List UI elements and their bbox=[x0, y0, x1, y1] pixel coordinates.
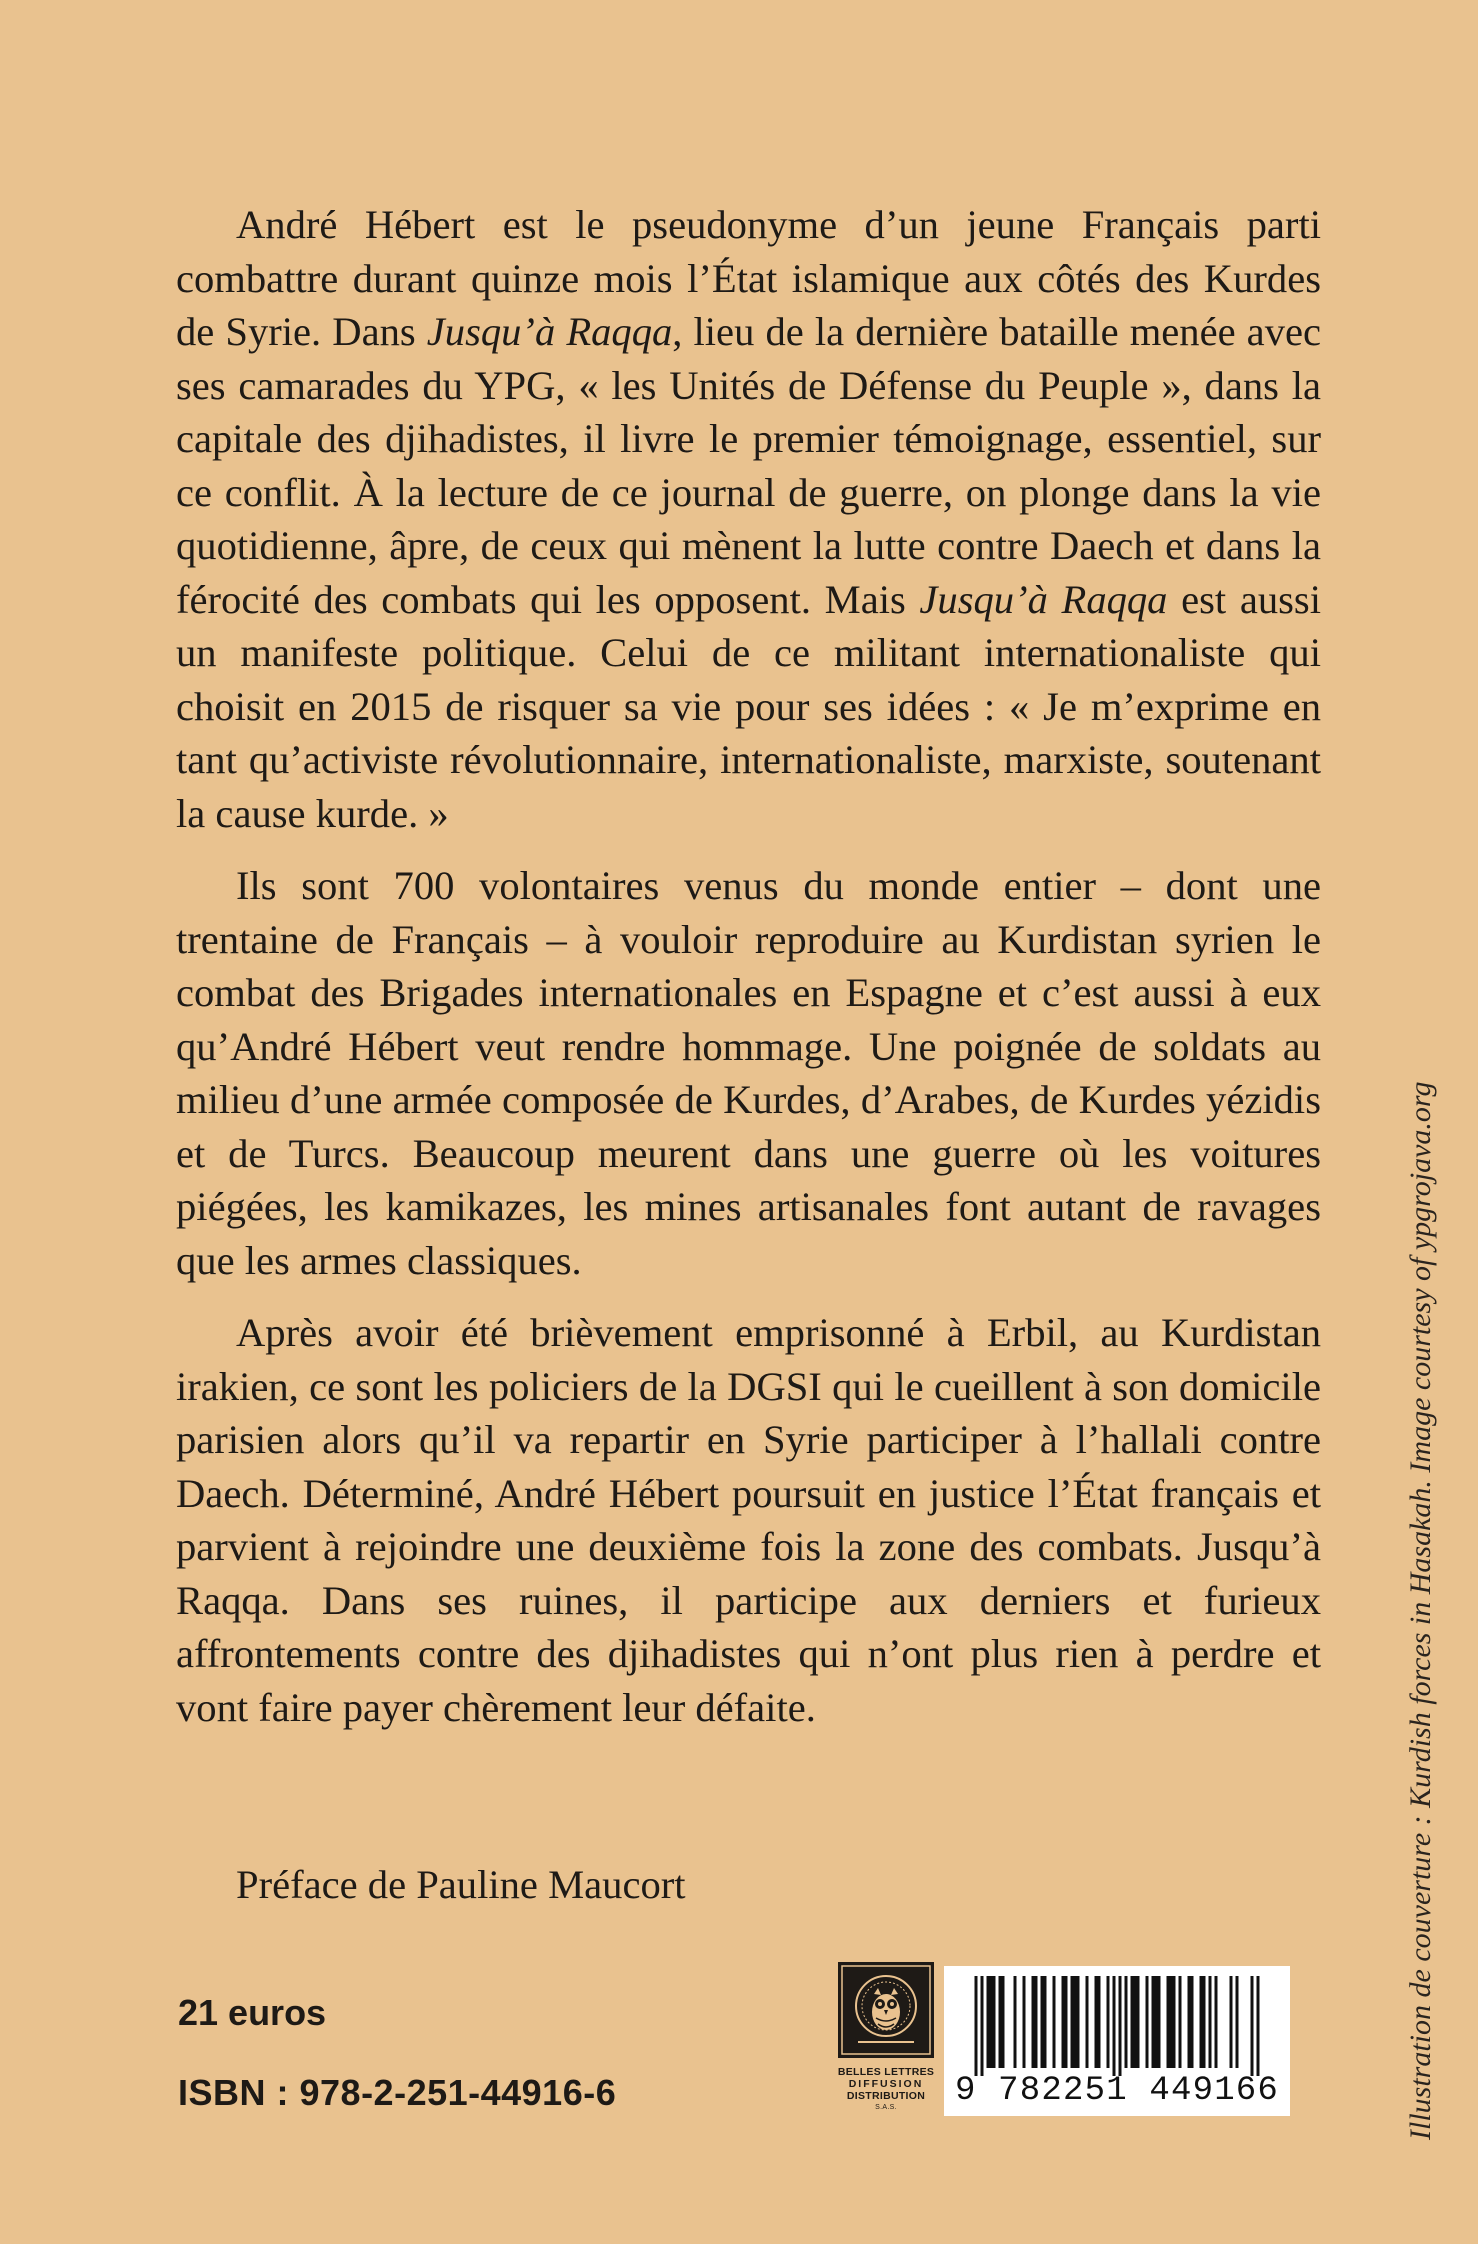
barcode-bar bbox=[981, 1976, 984, 2076]
barcode-bar bbox=[1125, 1976, 1128, 2068]
barcode-bar bbox=[1119, 1976, 1122, 2076]
barcode-bar bbox=[1086, 1976, 1089, 2068]
blurb-paragraph-3: Après avoir été brièvement emprisonné à Erbil, au Kurdistan irakien, ce sont les policiers de la DGSI qui le cueillent à son domicile parisien alors qu’il va repartir en Syrie participer à l’hallali contre Daech. Déterminé, André Hébert poursuit en justice l’État français et parvient à rejoindre une deuxième fois la zone des combats. Jusqu’à Raqqa. Dans ses ruines, il participe aux derniers et furieux affrontements contre des djihadistes qui n’ont plus rien à perdre et vont faire payer chèrement leur défaite. bbox=[176, 1310, 1321, 1730]
barcode-bar bbox=[1014, 1976, 1017, 2068]
barcode-bar bbox=[1230, 1976, 1233, 2068]
barcode-bar bbox=[1236, 1976, 1239, 2068]
publisher-logo-block bbox=[836, 1962, 936, 2114]
barcode-bar bbox=[1167, 1976, 1170, 2068]
barcode-bar bbox=[1170, 1976, 1173, 2068]
blurb-paragraph-1: André Hébert est le pseudonyme d’un jeune Français parti combattre durant quinze mois l’État islamique aux côtés des Kurdes de Syrie. Dans Jusqu’à Raqqa, lieu de la dernière bataille menée avec ses camarades du YPG, « les Unités de Défense du Peuple », dans la capitale des djihadistes, il livre le premier témoignage, essentiel, sur ce conflit. À la lecture de ce journal de guerre, on plonge dans la vie quotidienne, âpre, de ceux qui mènent la lutte contre Daech et dans la férocité des combats qui les opposent. Mais Jusqu’à Raqqa est aussi un manifeste politique. Celui de ce militant internationaliste qui choisit en 2015 de risquer sa vie pour ses idées : « Je m’exprime en tant qu’activiste révolutionnaire, internationaliste, marxiste, soutenant la cause kurde. » bbox=[176, 202, 1322, 836]
barcode-bar bbox=[1209, 1976, 1212, 2068]
barcode-bar bbox=[1173, 1976, 1176, 2068]
barcode-bar bbox=[1074, 1976, 1077, 2068]
barcode-bar bbox=[1023, 1976, 1026, 2068]
barcode-bar bbox=[1113, 1976, 1116, 2076]
barcode-bar bbox=[1191, 1976, 1194, 2068]
cover-illustration-credit: Illustration de couverture : Kurdish forces in Hasakah. Image courtesy of ypgrojava.org bbox=[1404, 1081, 1437, 2140]
publisher-name-line3: DISTRIBUTION bbox=[846, 2090, 926, 2102]
publisher-name-line4: S.A.S. bbox=[875, 2104, 897, 2111]
barcode-bar bbox=[1146, 1976, 1149, 2068]
barcode-bar bbox=[975, 1976, 978, 2076]
barcode-bar bbox=[1095, 1976, 1098, 2068]
barcode-bars bbox=[944, 1966, 1290, 2076]
barcode-bar bbox=[1077, 1976, 1080, 2068]
barcode-bar bbox=[1041, 1976, 1044, 2068]
barcode-bar bbox=[1179, 1976, 1182, 2068]
publisher-name-line2: DIFFUSION bbox=[848, 2078, 924, 2090]
barcode-bar bbox=[1098, 1976, 1101, 2068]
owl-logo-icon bbox=[838, 1962, 934, 2058]
barcode-bar bbox=[1071, 1976, 1074, 2068]
price: 21 euros bbox=[178, 1992, 327, 2033]
barcode-bar bbox=[1044, 1976, 1047, 2068]
barcode-bar bbox=[1158, 1976, 1161, 2068]
barcode-bar bbox=[1203, 1976, 1206, 2068]
publisher-name-line1: BELLES LETTRES bbox=[837, 2066, 935, 2078]
barcode-bar bbox=[1131, 1976, 1134, 2068]
blurb bbox=[176, 198, 1321, 1753]
barcode-bar bbox=[1251, 1976, 1254, 2076]
barcode-bar bbox=[1032, 1976, 1035, 2068]
barcode-bar bbox=[1107, 1976, 1110, 2068]
barcode-bar bbox=[1053, 1976, 1056, 2068]
barcode-digits: 9 782251 449166 bbox=[954, 2072, 1280, 2110]
barcode-bar bbox=[1065, 1976, 1068, 2068]
barcode-bar bbox=[1152, 1976, 1155, 2068]
barcode-bar bbox=[987, 1976, 990, 2068]
barcode-bar bbox=[1215, 1976, 1218, 2068]
barcode-bar bbox=[1188, 1976, 1191, 2068]
barcode-bar bbox=[1200, 1976, 1203, 2068]
barcode-bar bbox=[993, 1976, 996, 2068]
isbn: ISBN : 978-2-251-44916-6 bbox=[178, 2072, 617, 2113]
barcode-bar bbox=[1257, 1976, 1260, 2076]
barcode-bar bbox=[1002, 1976, 1005, 2068]
barcode bbox=[944, 1966, 1290, 2116]
preface-credit: Préface de Pauline Maucort bbox=[236, 1862, 686, 1907]
barcode-bar bbox=[1155, 1976, 1158, 2068]
barcode-bar bbox=[1035, 1976, 1038, 2068]
blurb-paragraph-2: Ils sont 700 volontaires venus du monde entier – dont une trentaine de Français – à vouloir reproduire au Kurdistan syrien le combat des Brigades internationales en Espagne et c’est aussi à eux qu’André Hébert veut rendre hommage. Une poignée de soldats au milieu d’une armée composée de Kurdes, d’Arabes, de Kurdes yézidis et de Turcs. Beaucoup meurent dans une guerre où les voitures piégées, les kamikazes, les mines artisanales font autant de ravages que les armes classiques. bbox=[176, 863, 1321, 1283]
barcode-bar bbox=[999, 1976, 1002, 2068]
barcode-bar bbox=[1137, 1976, 1140, 2068]
barcode-bar bbox=[990, 1976, 993, 2068]
barcode-bar bbox=[1134, 1976, 1137, 2068]
barcode-bar bbox=[1062, 1976, 1065, 2068]
